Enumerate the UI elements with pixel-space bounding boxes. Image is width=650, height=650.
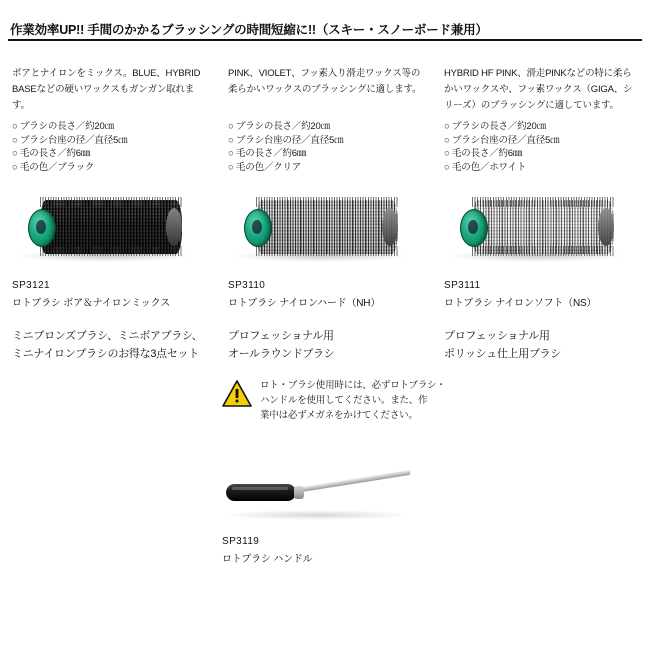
page-title: 作業効率UP!! 手間のかかるブラッシングの時間短縮に!!（スキー・スノーボード兼用） [10,23,488,37]
spec-item [444,120,640,134]
spec-bullet-icon: ○ [228,134,234,146]
spec-text: 毛の色／クリア [236,161,302,173]
spec-item [12,120,208,134]
handle-collar [294,486,304,499]
spec-bullet-icon: ○ [228,121,234,132]
spec-text: ブラシの長さ／約20㎝ [20,121,114,132]
product-column-3 [444,66,640,363]
handle-shaft [302,468,412,492]
spec-text: ブラシ台座の径／直径5㎝ [20,134,128,146]
spec-item [228,134,424,148]
spec-bullet-icon: ○ [228,148,234,159]
warning-triangle-icon [222,380,252,407]
spec-text: 毛の長さ／約6㎜ [20,148,91,159]
brush-illustration [236,200,396,256]
product-name: ロトブラシ ナイロンハード（NH） [228,298,381,309]
usage-line: プロフェッショナル用 [444,330,550,342]
product-description: PINK、VIOLET、フッ素入り滑走ワックス等の柔らかいワックスのブラッシングに適します。 [228,68,422,95]
usage-line: ミニブロンズブラシ、ミニボアブラシ、 [12,330,203,342]
warning-line: ハンドルを使用してください。また、作 [260,395,428,406]
brush-end-cap [598,208,614,246]
brush-illustration [452,200,612,256]
spec-text: 毛の色／ブラック [20,161,95,173]
spec-item [12,134,208,148]
spec-list [228,120,424,174]
product-image-nylon-soft [444,186,640,274]
spec-text: 毛の色／ホワイト [452,161,527,173]
handle-caption [222,536,312,565]
handle-grip [226,484,296,501]
product-name: ロトブラシ ボア＆ナイロンミックス [12,298,171,309]
spec-text: ブラシ台座の径／直径5㎝ [452,134,560,146]
brush-bristle-edge-bottom [472,246,614,256]
brush-bristle-edge-top [472,197,614,207]
spec-bullet-icon: ○ [444,121,450,132]
spec-item [228,147,424,161]
usage-line: ミニナイロンブラシのお得な3点セット [12,348,199,360]
spec-bullet-icon: ○ [444,134,450,146]
spec-text: ブラシ台座の径／直径5㎝ [236,134,344,146]
brush-hub-hole [468,220,478,234]
spec-text: ブラシの長さ／約20㎝ [236,121,330,132]
spec-item [12,147,208,161]
product-column-1 [12,66,208,363]
spec-item [444,147,640,161]
page-header [0,20,650,40]
warning-text [260,378,446,423]
usage-line: プロフェッショナル用 [228,330,334,342]
brush-hub-hole [36,220,46,234]
brush-bristle-edge-bottom [40,246,182,256]
spec-item [444,161,640,175]
product-name: ロトブラシ ナイロンソフト（NS） [444,298,597,309]
spec-bullet-icon: ○ [12,161,18,173]
spec-bullet-icon: ○ [228,161,234,173]
product-usage [444,327,640,363]
spec-text: 毛の長さ／約6㎜ [236,148,307,159]
spec-bullet-icon: ○ [12,121,18,132]
product-usage [12,327,208,363]
spec-text: ブラシの長さ／約20㎝ [452,121,546,132]
brush-hub-hole [252,220,262,234]
brush-bristle-edge-bottom [256,246,398,256]
product-description: HYBRID HF PINK、滑走PINKなどの特に柔らかいワックスや、フッ素ワックス（GIGA、シリーズ）のブラッシングに適しています。 [444,68,633,111]
spec-bullet-icon: ○ [12,148,18,159]
product-image-roto-brush-handle [222,448,442,565]
product-description: ボアとナイロンをミックス。BLUE、HYBRID BASEなどの硬いワックスもガンガン取れます。 [12,68,201,111]
spec-item [444,134,640,148]
usage-line: ポリッシュ仕上用ブラシ [444,348,562,360]
product-code: SP3110 [228,280,266,291]
spec-list [444,120,640,174]
spec-item [12,161,208,175]
product-column-2 [228,66,424,363]
spec-bullet-icon: ○ [444,161,450,173]
spec-bullet-icon: ○ [444,148,450,159]
product-code: SP3111 [444,280,481,291]
product-code: SP3119 [222,536,260,547]
brush-illustration [20,200,180,256]
product-usage [228,327,424,363]
usage-line: オールラウンドブラシ [228,348,335,360]
product-code: SP3121 [12,280,50,291]
warning-line: 業中は必ずメガネをかけてください。 [260,410,418,421]
spec-bullet-icon: ○ [12,134,18,146]
spec-item [228,161,424,175]
spec-text: 毛の長さ／約6㎜ [452,148,523,159]
spec-list [12,120,208,174]
brush-end-cap [166,208,182,246]
brush-bristle-edge-top [40,197,182,207]
handle-rod [301,470,410,492]
header-divider [8,39,642,41]
product-image-nylon-hard [228,186,424,274]
product-name: ロトブラシ ハンドル [222,554,313,565]
image-shadow [222,510,412,520]
warning-line: ロト・ブラシ使用時には、必ずロトブラシ・ [260,380,446,391]
spec-item [228,120,424,134]
brush-bristle-edge-top [256,197,398,207]
warning-block [222,378,452,423]
brush-end-cap [382,208,398,246]
product-image-boar-nylon-mix [12,186,208,274]
